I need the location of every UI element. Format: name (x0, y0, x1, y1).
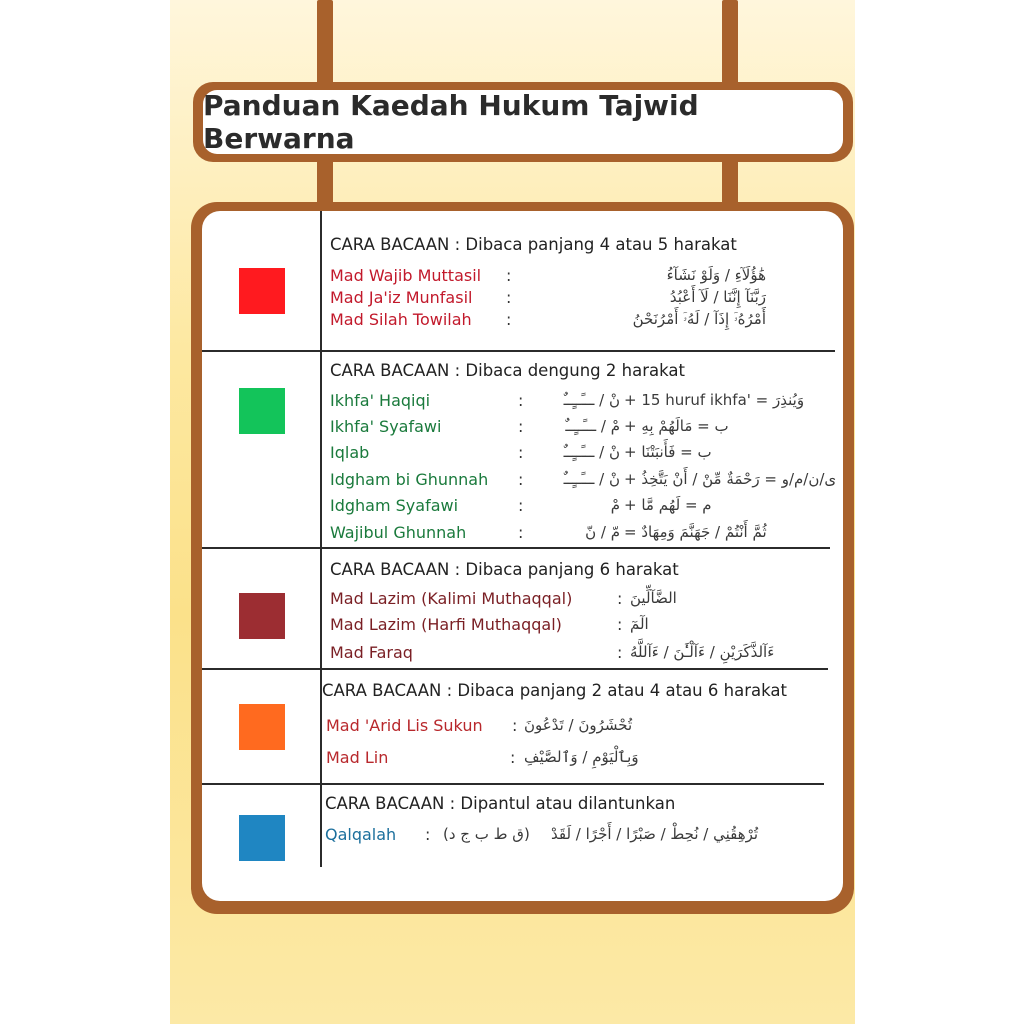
arabic-example: + ب = مَالَهُمْ بِهِ (624, 417, 729, 435)
rule-colon: : (617, 643, 623, 662)
rule-colon: : (518, 496, 524, 515)
rule-colon: : (506, 288, 512, 307)
arabic-example: رَبَّنَآ إِنَّنَا / لَآ أَعْبُدُ (669, 288, 766, 306)
section-mad-6 (330, 560, 679, 579)
section-heading: CARA BACAAN : Dibaca panjang 4 atau 5 harakat (330, 235, 737, 254)
rule-colon: : (518, 470, 524, 489)
rule-name: Mad Silah Towilah (330, 310, 472, 329)
page-title: Panduan Kaedah Hukum Tajwid Berwarna (203, 90, 843, 154)
color-swatch-red (239, 268, 285, 314)
arabic-example: + ى/ن/م/و = رَحْمَةٌ مِّنْ / أَنْ يَتَّخِذُ (624, 470, 837, 488)
rule-colon: : (510, 748, 516, 767)
arabic-sign: نْ / ـــًــٍــٌ (563, 391, 620, 409)
section-qalqalah (325, 794, 675, 813)
rule-name: Mad 'Arid Lis Sukun (326, 716, 483, 735)
rule-row (325, 825, 835, 849)
rule-name: Ikhfa' Haqiqi (330, 391, 431, 410)
row-divider (202, 783, 824, 785)
arabic-example: الٓمٓ (630, 615, 649, 633)
rule-row (330, 417, 840, 441)
rule-name: Mad Lin (326, 748, 389, 767)
section-heading: CARA BACAAN : Dibaca panjang 2 atau 4 atau 6 harakat (322, 681, 787, 700)
section-heading: CARA BACAAN : Dibaca panjang 6 harakat (330, 560, 679, 579)
rule-name: Wajibul Ghunnah (330, 523, 467, 542)
rule-colon: : (506, 310, 512, 329)
arabic-example: هَٰؤُلَآءِ / وَلَوْ نَشَآءُ (666, 266, 766, 284)
arabic-example: تُحْشَرُونَ / تَدْعُونَ (524, 716, 633, 734)
sign-post-right (722, 0, 738, 92)
arabic-sign: مْ / ـــًــٍــٌ (565, 417, 620, 435)
rule-row (330, 496, 840, 520)
arabic-example: = ثُمَّ أَنْتُمْ / جَهَنَّمَ وَمِهَادٌ (624, 523, 767, 541)
title-sign (193, 82, 853, 162)
rule-row (330, 589, 830, 613)
qalqalah-letters: (ق ط ب ج د) (443, 825, 530, 843)
row-divider (202, 668, 828, 670)
arabic-sign: نْ / ـــًــٍــٌ (563, 470, 620, 488)
rule-colon: : (425, 825, 431, 844)
rule-row (330, 643, 830, 667)
rule-name: Ikhfa' Syafawi (330, 417, 442, 436)
rule-colon: : (518, 417, 524, 436)
tajwid-board (191, 202, 854, 914)
rule-name: Qalqalah (325, 825, 397, 844)
arabic-sign: نْ / ـــًــٍــٌ (563, 443, 620, 461)
rule-row (330, 310, 830, 332)
rule-row (330, 288, 830, 310)
rule-row (330, 391, 840, 415)
arabic-example: الضَّآلِّينَ (630, 589, 677, 607)
rule-row (330, 470, 840, 494)
arabic-example: وَبِٱلْيَوْمِ / وَٱلصَّيْفِ (524, 748, 639, 766)
arabic-example: + 15 huruf ikhfa' = وَيُنذِرَ (624, 391, 805, 409)
rule-name: Mad Lazim (Harfi Muthaqqal) (330, 615, 562, 634)
rule-colon: : (518, 523, 524, 542)
section-dengung (330, 361, 685, 380)
section-heading: CARA BACAAN : Dipantul atau dilantunkan (325, 794, 676, 813)
rule-colon: : (518, 443, 524, 462)
rule-colon: : (617, 615, 623, 634)
row-divider (202, 547, 830, 549)
rule-name: Mad Ja'iz Munfasil (330, 288, 473, 307)
sign-post-left (317, 0, 333, 92)
rule-row (330, 523, 840, 547)
rule-colon: : (617, 589, 623, 608)
color-swatch-blue (239, 815, 285, 861)
color-swatch-maroon (239, 593, 285, 639)
rule-row (330, 266, 830, 288)
rule-row (330, 443, 840, 467)
rule-row (330, 615, 830, 639)
rule-name: Idgham bi Ghunnah (330, 470, 489, 489)
color-swatch-green (239, 388, 285, 434)
arabic-example: + م = لَهُم مَّا (624, 496, 712, 514)
color-swatch-orange (239, 704, 285, 750)
section-mad-2-4-6 (322, 681, 787, 700)
rule-colon: : (518, 391, 524, 410)
arabic-example: + ب = فَأَنبَتْنَا (624, 443, 712, 461)
arabic-example: تُرْهِقُنِي / نُحِطْ / صَبْرًا / أَجْرًا / لَقَدْ (551, 825, 759, 843)
rule-name: Iqlab (330, 443, 370, 462)
rule-name: Mad Faraq (330, 643, 413, 662)
row-divider (202, 350, 835, 352)
arabic-sign: مْ (610, 496, 620, 514)
rule-row (326, 716, 826, 740)
rule-colon: : (512, 716, 518, 735)
arabic-sign: مّ / نّ (585, 523, 620, 541)
arabic-example: ءَآلذَّكَرَيْنِ / ءَآلْـَٰٔنَ / ءَآللَّهُ (630, 643, 775, 661)
rule-name: Mad Lazim (Kalimi Muthaqqal) (330, 589, 573, 608)
rule-name: Idgham Syafawi (330, 496, 459, 515)
column-divider (320, 211, 322, 867)
section-heading: CARA BACAAN : Dibaca dengung 2 harakat (330, 361, 685, 380)
rule-name: Mad Wajib Muttasil (330, 266, 482, 285)
rule-colon: : (506, 266, 512, 285)
section-mad-4-5 (330, 235, 737, 254)
rule-row (326, 748, 826, 772)
arabic-example: أَمْرُهُۥٓ إِذَآ / لَهُۥٓ أَمْرُنَحْنُ (632, 310, 766, 328)
tajwid-table (202, 211, 843, 901)
